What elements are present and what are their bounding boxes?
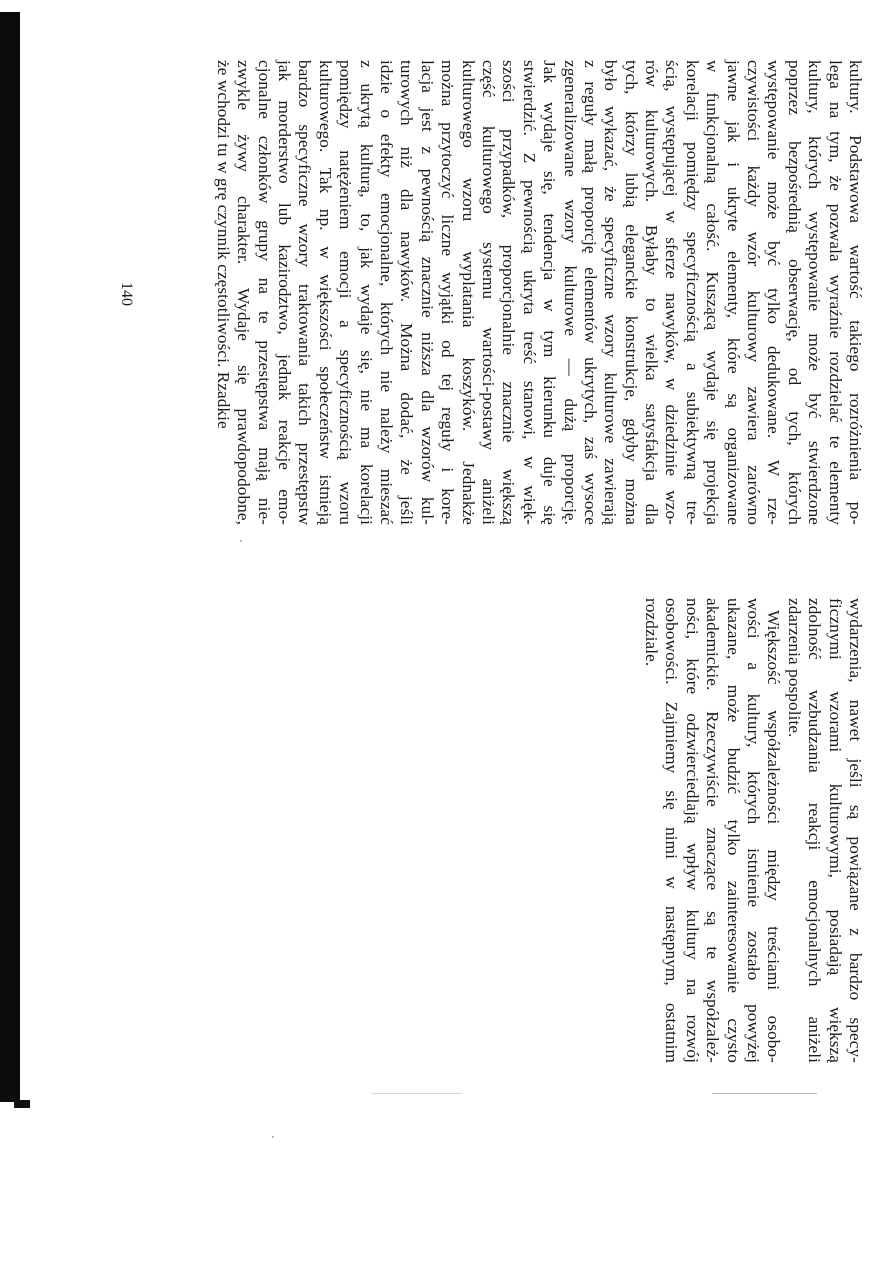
text-line: lacja jest z pewnością znacznie niższa dla wzorów kul- <box>417 60 437 525</box>
text-line: ścią, występującej w sferze nawyków, w dziedzinie wzo- <box>662 60 682 525</box>
text-line: zwykle żywy charakter. Wydaje się prawdopodobne, <box>234 60 254 525</box>
text-line: kulturowego. Tak np. w większości społeczeństw istnieją <box>315 60 335 525</box>
text-line: Większość współzależności między treściami osobo- <box>764 610 784 1063</box>
text-line: rów kulturowych. Byłaby to wielka satysfakcja dla <box>642 60 662 525</box>
scan-edge-shadow <box>0 12 20 1102</box>
text-line: pomiędzy natężeniem emocji a specyficznością wzoru <box>336 60 356 525</box>
page-number: 140 <box>118 282 135 306</box>
text-line: Jak wydaje się, tendencja w tym kierunku duje się <box>540 60 560 525</box>
left-text-column <box>213 60 866 525</box>
right-text-column <box>641 598 865 1063</box>
text-line: korelacji pomiędzy specyficznością a subiektywną tre- <box>682 60 702 525</box>
text-line: że wchodzi tu w grę czynnik częstotliwości. Rzadkie <box>213 60 233 429</box>
text-line: poprzez bezpośrednią obserwację, od tych, których <box>784 60 804 525</box>
text-line: wydarzenia, nawet jeśli są powiązane z bardzo specy- <box>846 598 865 1063</box>
text-line: stwierdzić. Z pewnością ukryta treść stanowi, w więk- <box>519 60 539 525</box>
text-line: z ukrytą kulturą, to, jak wydaje się, nie ma korelacji <box>356 60 376 525</box>
text-line: kultury. Podstawowa wartość takiego rozróżnienia po- <box>846 60 865 525</box>
text-line: ukazane, może budzić tylko zainteresowanie czysto <box>723 598 743 1063</box>
text-line: można przytoczyć liczne wyjątki od tej reguły i kore- <box>438 60 458 525</box>
text-line: w funkcjonalną całość. Kuszącą wydaje się projekcja <box>703 60 723 525</box>
text-line: zgeneralizowane wzory kulturowe — dużą proporcję. <box>560 60 580 525</box>
text-line: jawne jak i ukryte elementy, które są organizowane <box>723 60 743 525</box>
text-line: tych, którzy lubią eleganckie konstrukcje, gdyby można <box>621 60 641 525</box>
text-line: czywistości każdy wzór kulturowy zawiera zarówno <box>744 60 764 525</box>
text-line: akademickie. Rzeczywiście znaczące są te współzależ- <box>703 598 723 1063</box>
text-line: zdarzenia pospolite. <box>784 598 804 738</box>
text-line: z reguły małą proporcję elementów ukrytych, zaś wysoce <box>580 60 600 525</box>
text-line: było wykazać, że specyficzne wzory kulturowe zawierają <box>601 60 621 525</box>
text-line: wości a kultury, których istnienie zostało powyżej <box>744 598 764 1063</box>
text-line: bardzo specyficzne wzory traktowania takich przestępstw <box>295 60 315 525</box>
text-line: ficznymi wzorami kulturowymi, posiadają większą <box>825 598 845 1063</box>
text-line: idzie o efekty emocjonalne, których nie należy mieszać <box>377 60 397 525</box>
text-line: szości przypadków, proporcjonalnie znacznie większą <box>499 60 519 525</box>
text-line: turowych niż dla nawyków. Można dodać, że jeśli <box>397 60 417 525</box>
text-line: kulturowego wzoru wyplatania koszyków. Jednakże <box>458 60 478 525</box>
text-line: osobowości. Zajmiemy się nimi w następnym, ostatnim <box>662 598 682 1063</box>
text-line: kultury, których występowanie może być stwierdzone <box>805 60 825 525</box>
scan-edge-mark <box>14 1100 30 1108</box>
text-line: zdolność wzbudzania reakcji emocjonalnych aniżeli <box>805 598 825 1063</box>
text-line: cjonalne członków grupy na te przestępstwa mają nie- <box>254 60 274 525</box>
text-line: część kulturowego systemu wartości-postawy aniżeli <box>478 60 498 525</box>
text-line: jak morderstwo lub kazirodztwo, jednak reakcje emo- <box>275 60 295 525</box>
text-line: lega na tym, że pozwala wyraźnie rozdzielać te elementy <box>825 60 845 525</box>
text-line: ności, które odzwierciedlają wpływ kultury na rozwój <box>682 598 702 1063</box>
text-line: występowanie może być tylko dedukowane. W rze- <box>764 60 784 525</box>
rotated-book-page <box>105 60 865 1220</box>
text-line: rozdziale. <box>642 598 662 667</box>
